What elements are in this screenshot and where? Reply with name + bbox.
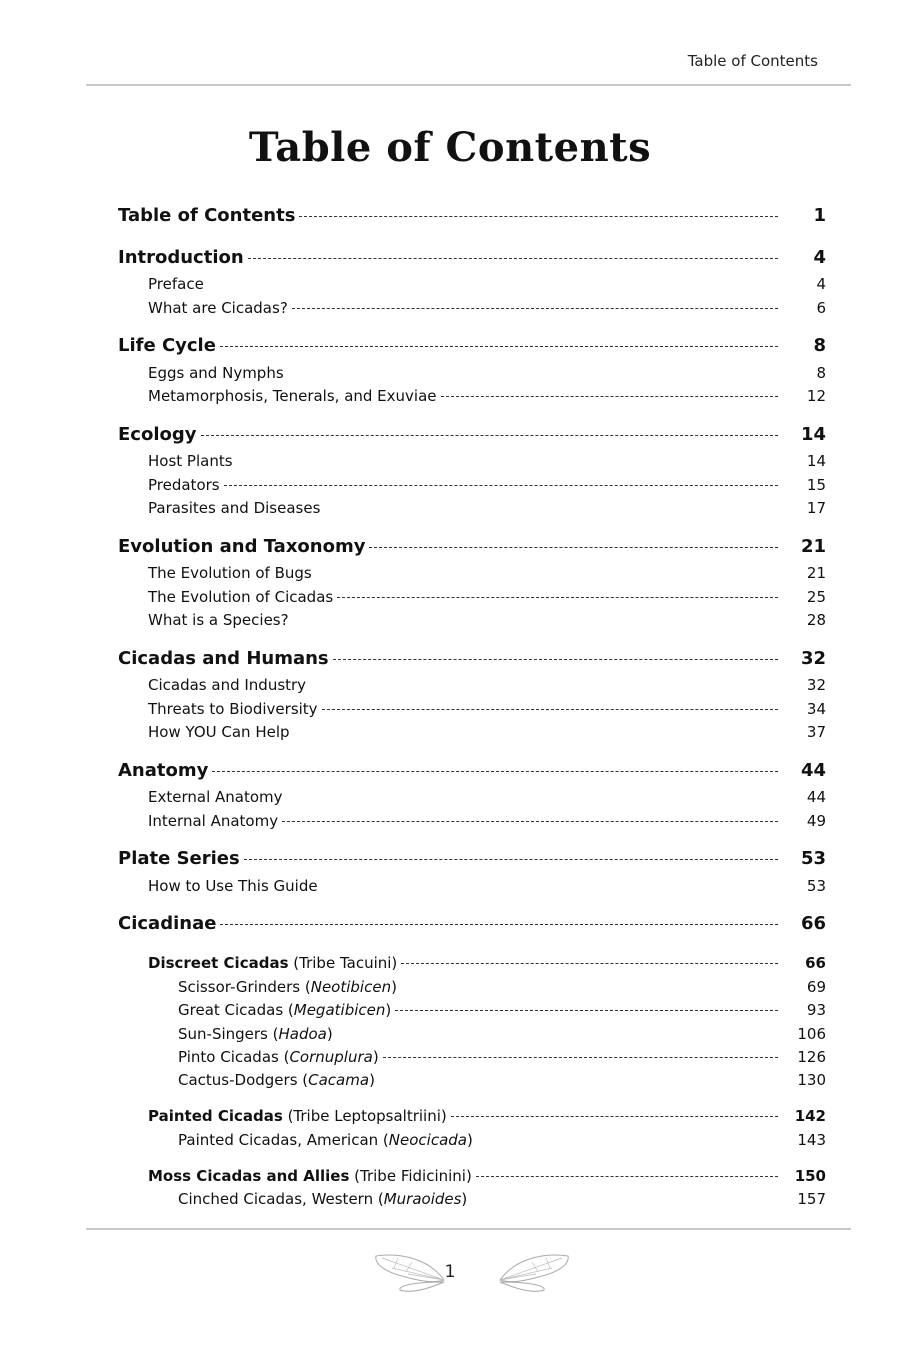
toc-entry-label: Cicadas and Industry — [148, 676, 307, 694]
toc-entry-label: Cinched Cicadas, Western (Muraoides) — [178, 1190, 468, 1208]
toc-entry[interactable] — [118, 954, 826, 972]
toc-entry[interactable] — [118, 760, 826, 781]
toc-entry[interactable] — [118, 299, 826, 317]
dot-leader — [224, 485, 778, 486]
toc-entry[interactable] — [118, 877, 826, 895]
toc-entry-label: Metamorphosis, Tenerals, and Exuviae — [148, 387, 437, 405]
header-rule — [86, 84, 851, 86]
toc-entry[interactable] — [118, 611, 826, 629]
running-header: Table of Contents — [687, 52, 818, 70]
toc-entry-label: Anatomy — [118, 760, 209, 781]
toc-entry-label: Discreet Cicadas (Tribe Tacuini) — [148, 954, 398, 972]
toc-entry[interactable] — [118, 499, 826, 517]
toc-entry-page-number: 25 — [806, 588, 826, 606]
toc-entry-page-number: 157 — [797, 1190, 826, 1208]
dot-leader — [395, 1010, 778, 1011]
dot-leader — [244, 859, 778, 860]
toc-entry-page-number: 44 — [800, 760, 826, 781]
toc-entry-label: External Anatomy — [148, 788, 283, 806]
toc-entry-page-number: 32 — [806, 676, 826, 694]
toc-entry[interactable] — [118, 275, 826, 293]
toc-entry-page-number: 69 — [806, 978, 826, 996]
toc-entry-page-number: 4 — [813, 247, 826, 268]
dot-leader — [282, 821, 778, 822]
toc-entry-page-number: 4 — [816, 275, 826, 293]
toc-entry-label: Cicadinae — [118, 913, 217, 934]
toc-entry-page-number: 49 — [806, 812, 826, 830]
toc-entry[interactable] — [118, 1048, 826, 1066]
toc-entry[interactable] — [118, 1071, 826, 1089]
toc-entry-page-number: 32 — [800, 648, 826, 669]
toc-entry-page-number: 28 — [806, 611, 826, 629]
toc-entry[interactable] — [118, 1167, 826, 1185]
toc-entry-page-number: 126 — [797, 1048, 826, 1066]
toc-entry[interactable] — [118, 536, 826, 557]
toc-entry-page-number: 53 — [800, 848, 826, 869]
toc-entry-page-number: 12 — [806, 387, 826, 405]
toc-entry-label: Evolution and Taxonomy — [118, 536, 366, 557]
toc-entry-label: How to Use This Guide — [148, 877, 318, 895]
toc-entry-label: Threats to Biodiversity — [148, 700, 318, 718]
dot-leader — [299, 216, 778, 217]
toc-entry[interactable] — [118, 335, 826, 356]
toc-entry-page-number: 17 — [806, 499, 826, 517]
toc-entry[interactable] — [118, 452, 826, 470]
dot-leader — [369, 547, 778, 548]
toc-entry[interactable] — [118, 476, 826, 494]
toc-entry-label: Parasites and Diseases — [148, 499, 321, 517]
toc-entry-page-number: 106 — [797, 1025, 826, 1043]
toc-entry[interactable] — [118, 588, 826, 606]
dot-leader — [220, 924, 778, 925]
toc-entry[interactable] — [118, 364, 826, 382]
toc-entry[interactable] — [118, 564, 826, 582]
dot-leader — [220, 346, 778, 347]
dot-leader — [337, 597, 778, 598]
toc-entry-label: Painted Cicadas (Tribe Leptopsaltriini) — [148, 1107, 447, 1125]
toc-entry-label: Predators — [148, 476, 220, 494]
dot-leader — [441, 396, 778, 397]
toc-entry[interactable] — [118, 812, 826, 830]
toc-entry[interactable] — [118, 1001, 826, 1019]
toc-entry-label: What are Cicadas? — [148, 299, 288, 317]
toc-entry-page-number: 8 — [813, 335, 826, 356]
dot-leader — [248, 258, 778, 259]
toc-entry[interactable] — [118, 700, 826, 718]
toc-entry-label: Ecology — [118, 424, 197, 445]
toc-entry-page-number: 143 — [797, 1131, 826, 1149]
toc-entry-page-number: 21 — [800, 536, 826, 557]
toc-entry[interactable] — [118, 387, 826, 405]
toc-entry-label: Preface — [148, 275, 204, 293]
toc-entry-page-number: 14 — [800, 424, 826, 445]
page-number: 1 — [444, 1262, 456, 1282]
page-title: Table of Contents — [248, 124, 652, 171]
dot-leader — [212, 771, 778, 772]
toc-entry[interactable] — [118, 205, 826, 226]
toc-entry-label: Scissor-Grinders (Neotibicen) — [178, 978, 397, 996]
dot-leader — [476, 1176, 778, 1177]
dot-leader — [322, 709, 778, 710]
toc-entry[interactable] — [118, 788, 826, 806]
toc-entry[interactable] — [118, 1107, 826, 1125]
toc-entry[interactable] — [118, 1131, 826, 1149]
toc-entry-page-number: 93 — [806, 1001, 826, 1019]
toc-entry-label: Painted Cicadas, American (Neocicada) — [178, 1131, 473, 1149]
toc-entry-page-number: 142 — [794, 1107, 826, 1125]
dot-leader — [333, 659, 778, 660]
toc-entry-label: Internal Anatomy — [148, 812, 279, 830]
toc-entry[interactable] — [118, 648, 826, 669]
toc-entry[interactable] — [118, 1025, 826, 1043]
toc-entry-page-number: 53 — [806, 877, 826, 895]
toc-entry-page-number: 14 — [806, 452, 826, 470]
toc-entry-page-number: 8 — [816, 364, 826, 382]
toc-entry-page-number: 44 — [806, 788, 826, 806]
toc-entry[interactable] — [118, 1190, 826, 1208]
footer-rule — [86, 1228, 851, 1230]
toc-entry-page-number: 66 — [800, 913, 826, 934]
toc-entry-label: How YOU Can Help — [148, 723, 290, 741]
toc-entry-label: Sun-Singers (Hadoa) — [178, 1025, 333, 1043]
toc-entry[interactable] — [118, 247, 826, 268]
toc-entry-label: Pinto Cicadas (Cornuplura) — [178, 1048, 379, 1066]
dot-leader — [292, 308, 778, 309]
toc-entry-label: Plate Series — [118, 848, 240, 869]
toc-entry[interactable] — [118, 848, 826, 869]
dot-leader — [201, 435, 779, 436]
dot-leader — [383, 1057, 778, 1058]
toc-entry-page-number: 6 — [816, 299, 826, 317]
toc-entry[interactable] — [118, 424, 826, 445]
toc-entry-page-number: 34 — [806, 700, 826, 718]
toc-entry[interactable] — [118, 978, 826, 996]
toc-entry-page-number: 21 — [806, 564, 826, 582]
toc-entry-label: The Evolution of Bugs — [148, 564, 312, 582]
toc-entry-label: What is a Species? — [148, 611, 289, 629]
toc-entry-label: Life Cycle — [118, 335, 216, 356]
toc-entry-label: Cicadas and Humans — [118, 648, 329, 669]
toc-entry[interactable] — [118, 676, 826, 694]
dot-leader — [401, 963, 778, 964]
toc-entry-page-number: 37 — [806, 723, 826, 741]
toc-entry-label: Eggs and Nymphs — [148, 364, 284, 382]
toc-entry-page-number: 130 — [797, 1071, 826, 1089]
toc-entry-label: Host Plants — [148, 452, 233, 470]
toc-entry-label: Table of Contents — [118, 205, 296, 226]
toc-entry-page-number: 1 — [813, 205, 826, 226]
toc-entry[interactable] — [118, 723, 826, 741]
toc-entry-page-number: 15 — [806, 476, 826, 494]
toc-entry[interactable] — [118, 913, 826, 934]
toc-entry-page-number: 150 — [794, 1167, 826, 1185]
toc-entry-label: Moss Cicadas and Allies (Tribe Fidicinini) — [148, 1167, 472, 1185]
toc-entry-page-number: 66 — [805, 954, 826, 972]
toc-entry-label: Great Cicadas (Megatibicen) — [178, 1001, 392, 1019]
dot-leader — [451, 1116, 778, 1117]
toc-entry-label: Cactus-Dodgers (Cacama) — [178, 1071, 375, 1089]
toc-entry-label: The Evolution of Cicadas — [148, 588, 334, 606]
toc-entry-label: Introduction — [118, 247, 244, 268]
